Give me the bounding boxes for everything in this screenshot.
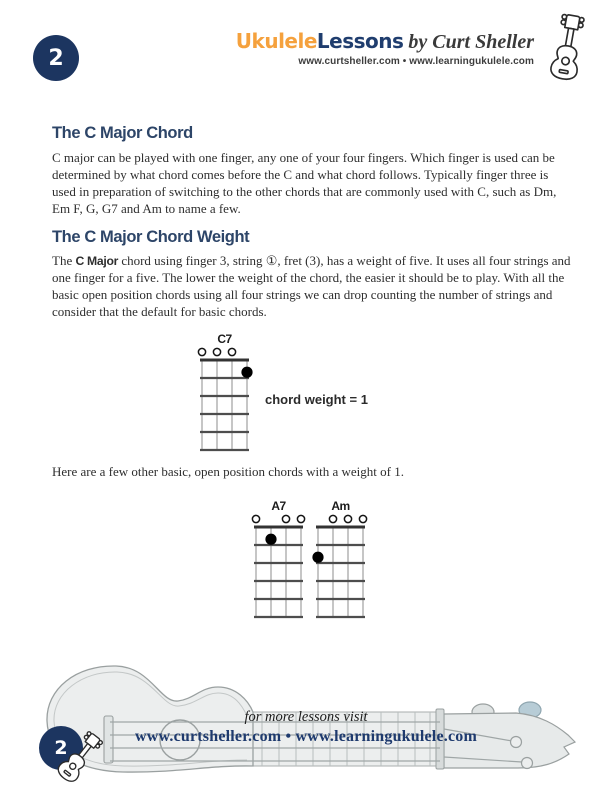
chord-grid xyxy=(310,513,371,626)
header-urls-link[interactable]: www.curtsheller.com • www.learningukulele.com xyxy=(298,56,534,67)
section-title-c-major-chord: The C Major Chord xyxy=(52,124,193,142)
footer-page-number: 2 xyxy=(54,737,68,759)
page-number: 2 xyxy=(48,45,64,71)
chord-grid-svg xyxy=(194,346,255,454)
chord-grid-svg xyxy=(310,513,371,621)
p2-bold-c-major: C Major xyxy=(75,254,119,268)
chord-diagram-am xyxy=(310,500,371,626)
brand-author: by Curt Sheller xyxy=(403,31,534,53)
p2-rest: chord using finger 3, string ①, fret (3), has a weight of five. It uses all four strings and one finger for a five. The lower the weight of the chord, the easier it should be to play. With all the basic open position chords using all four strings we can drop counting the number of strings and consider that the default for basic chords. xyxy=(52,253,571,319)
page-number-badge xyxy=(33,35,79,81)
paragraph-other-chords: Here are a few other basic, open position chords with a weight of 1. xyxy=(52,464,404,479)
footer-visit-text: for more lessons visit xyxy=(244,709,368,725)
chord-grid xyxy=(194,346,255,459)
paragraph-chord-weight xyxy=(52,253,574,321)
section-title-chord-weight: The C Major Chord Weight xyxy=(52,228,250,246)
brand-lessons: Lessons xyxy=(316,29,404,53)
chord-name-label: A7 xyxy=(271,499,286,513)
brand-logo xyxy=(236,28,534,55)
paragraph-c-major: C major can be played with one finger, any one of your four fingers. Which finger is used can be determined by what chord comes before the C and what chord follows. Typically finger three is used in preparation of switching to the other chords that are commonly used with C, such as Dm, Em F, G, G7 and Am to name a few. xyxy=(52,150,557,216)
chord-grid xyxy=(248,513,309,626)
chord-name-label: C7 xyxy=(217,332,232,346)
chord-weight-label: chord weight = 1 xyxy=(265,392,368,407)
chord-grid-svg xyxy=(248,513,309,621)
chord-diagram-a7 xyxy=(248,500,309,626)
p2-prefix: The xyxy=(52,253,76,268)
ukulele-doodle-icon xyxy=(535,9,602,86)
chord-diagram-c7 xyxy=(194,333,255,459)
header xyxy=(236,28,534,67)
footer-urls-link[interactable]: www.curtsheller.com • www.learningukulele.com xyxy=(135,728,477,745)
chord-name-label: Am xyxy=(331,499,350,513)
brand-ukulele: Ukulele xyxy=(235,29,317,53)
